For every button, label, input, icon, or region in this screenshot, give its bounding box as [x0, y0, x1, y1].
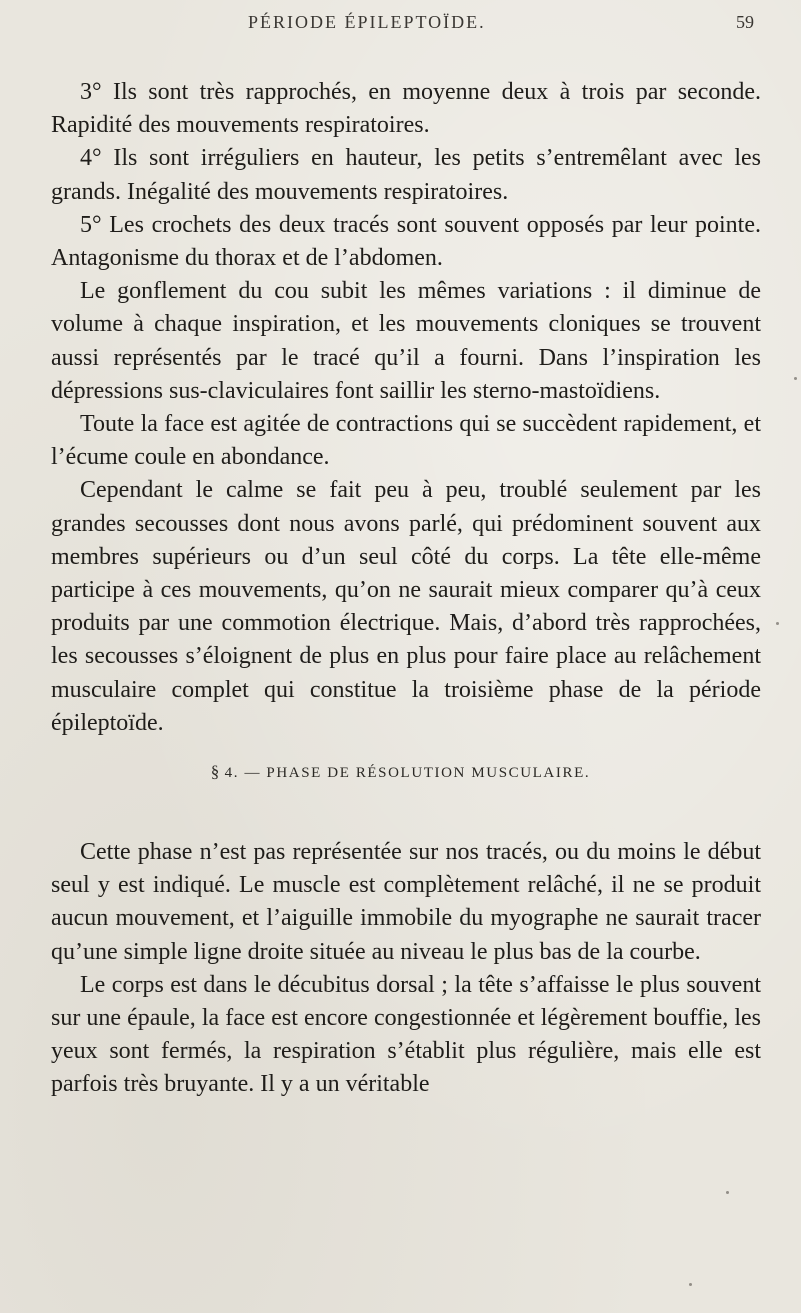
- running-header: PÉRIODE ÉPILEPTOÏDE.: [248, 12, 486, 32]
- paper-speck: [689, 1283, 692, 1286]
- paper-speck: [726, 1191, 729, 1194]
- paragraph-phase-description: Cette phase n’est pas représentée sur nos tracés, ou du moins le début seul y est indiqué. Le muscle est complètement relâché, il ne se produit aucun mouvement, et l’aiguille immobile du myographe ne saurait tracer qu’une simple ligne droite située au niveau le plus bas de la courbe.: [51, 839, 761, 965]
- body-text-bottom: [51, 836, 761, 1102]
- paragraph-item-4: 4° Ils sont irréguliers en hauteur, les petits s’entremêlant avec les grands. Inégalité des mouvements respiratoires.: [51, 145, 761, 205]
- body-text-top: [51, 76, 761, 740]
- paragraph-item-3: 3° Ils sont très rapprochés, en moyenne deux à trois par seconde. Rapidité des mouvements respiratoires.: [51, 79, 761, 139]
- paper-speck: [794, 377, 797, 380]
- paragraph-calm-returns: Cependant le calme se fait peu à peu, troublé seulement par les grandes secousses dont nous avons parlé, qui prédominent souvent aux membres supérieurs ou d’un seul côté du corps. La tête elle-même participe à ces mouvements, qu’on ne saurait mieux comparer qu’à ceux produits par une commotion électrique. Mais, d’abord très rapprochées, les secousses s’éloignent de plus en plus pour faire place au relâchement musculaire complet qui constitue la troisième phase de la période épileptoïde.: [51, 477, 761, 736]
- page-number: 59: [736, 12, 754, 32]
- paragraph-item-5: 5° Les crochets des deux tracés sont souvent opposés par leur pointe. Antagonisme du thorax et de l’abdomen.: [51, 211, 761, 272]
- section-heading: [0, 762, 801, 782]
- paragraph-neck-swelling: Le gonflement du cou subit les mêmes variations : il diminue de volume à chaque inspiration, et les mouvements cloniques se trouvent aussi représentés par le tracé qu’il a fourni. Dans l’inspiration les dépressions sus-claviculaires font saillir les sterno-mastoïdiens.: [51, 278, 761, 404]
- section-title: 4. — PHASE DE RÉSOLUTION MUSCULAIRE.: [224, 765, 591, 781]
- paragraph-face-contractions: Toute la face est agitée de contractions qui se succèdent rapidement, et l’écume coule en abondance.: [51, 411, 761, 471]
- paper-speck: [776, 622, 779, 625]
- paragraph-body-position: Le corps est dans le décubitus dorsal ; la tête s’affaisse le plus souvent sur une épaule, la face est encore congestionnée et légèrement bouffie, les yeux sont fermés, la respiration s’établit plus régulière, mais elle est parfois très bruyante. Il y a un véritable: [51, 971, 761, 1098]
- section-symbol: §: [210, 762, 220, 781]
